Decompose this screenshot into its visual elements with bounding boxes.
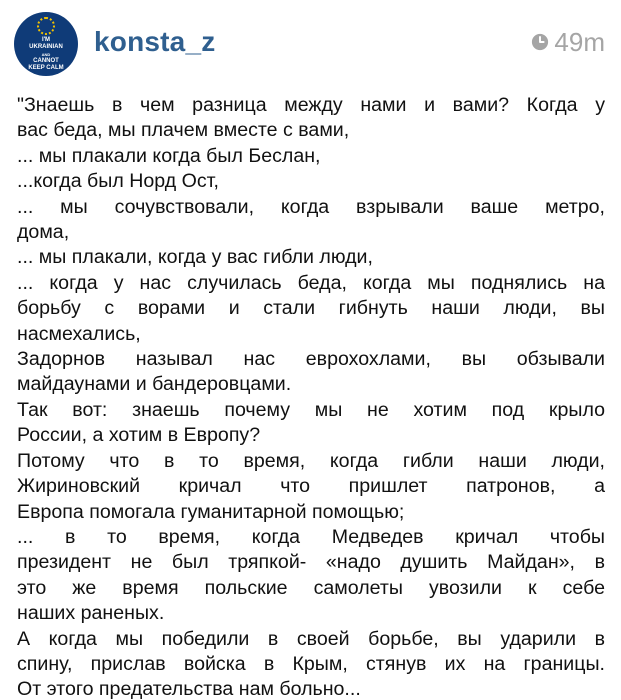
caption-line: А когда мы победили в своей борьбе, вы ударили в (17, 627, 605, 650)
avatar-text-line: CANNOT (33, 57, 59, 64)
caption-line: президент не был тряпкой- «надо душить Майдан», в (17, 551, 605, 574)
username-link[interactable]: konsta_z (94, 26, 216, 57)
caption-line: Жириновский кричал что пришлет патронов, а (17, 475, 605, 498)
timestamp-text: 49m (554, 26, 605, 57)
caption-line: От этого предательства нам больно... (17, 678, 361, 700)
caption-line: ... мы плакали, когда у вас гибли люди, (17, 246, 373, 269)
caption-line: Так вот: знаешь почему мы не хотим под крыло (17, 398, 605, 421)
caption-line: борьбу с ворами и стали гибнуть наши люди, вы (17, 297, 605, 320)
caption-line: Европа помогала гуманитарной помощью; (17, 500, 405, 523)
avatar-text-line: UKRAINIAN (29, 43, 63, 50)
caption-line: Задорнов называл нас еврохохлами, вы обзывали (17, 348, 605, 371)
caption-line: "Знаешь в чем разница между нами и вами? Когда у (17, 94, 605, 116)
avatar-text-line: AND (41, 51, 51, 57)
caption-line: Потому что в то время, когда гибли наши люди, (17, 449, 605, 472)
caption-line: ... когда у нас случилась беда, когда мы поднялись на (17, 271, 605, 294)
caption-line: ... мы плакали когда был Беслан, (17, 144, 321, 167)
caption-line: ... в то время, когда Медведев кричал чтобы (17, 525, 605, 548)
avatar-text-line: KEEP CALM (28, 64, 64, 71)
avatar-text-line: I'M (41, 36, 51, 43)
avatar[interactable] (14, 12, 78, 76)
caption-line: России, а хотим в Европу? (17, 424, 261, 447)
caption-line: майдаунами и бандеровцами. (17, 373, 292, 396)
post-header (0, 0, 621, 82)
clock-icon (531, 33, 549, 51)
caption-line: наших раненых. (17, 602, 165, 625)
caption-line: вас беда, мы плачем вместе с вами, (17, 119, 350, 142)
caption-line: спину, прислав войска в Крым, стянув их на границы. (17, 652, 605, 675)
post-caption (17, 93, 605, 700)
caption-line: ... мы сочувствовали, когда взрывали ваше метро, (17, 195, 605, 218)
caption-line: насмехались, (17, 322, 141, 345)
caption-line: ...когда был Норд Ост, (17, 170, 219, 193)
eu-stars-emblem (37, 17, 55, 35)
caption-line: дома, (17, 221, 70, 244)
post-timestamp (531, 28, 605, 56)
caption-line: это же время польские самолеты увозили к себе (17, 576, 605, 599)
